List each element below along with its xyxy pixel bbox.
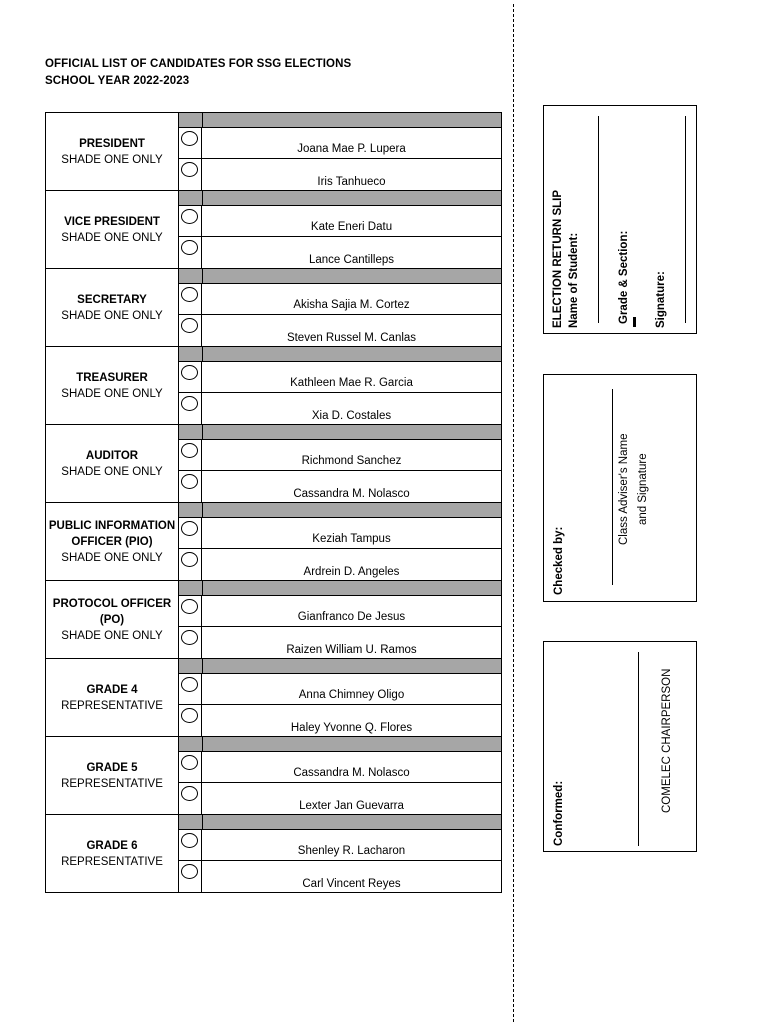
section-divider — [46, 346, 501, 347]
conformed-label: Conformed: — [553, 780, 565, 846]
candidate-name: Xia D. Costales — [311, 410, 392, 422]
vote-oval[interactable] — [181, 755, 198, 770]
position-subtitle: SHADE ONE ONLY — [61, 388, 163, 400]
checked-by-label: Checked by: — [553, 526, 565, 595]
cut-line — [513, 4, 514, 1022]
position-subtitle: SHADE ONE ONLY — [61, 154, 163, 166]
section-header-bar — [179, 503, 501, 518]
candidate-name: Raizen William U. Ramos — [286, 644, 417, 656]
position-section-9 — [46, 737, 501, 815]
position-section-4 — [46, 347, 501, 425]
vote-oval[interactable] — [181, 630, 198, 645]
position-label — [46, 737, 179, 815]
candidate-row[interactable] — [179, 705, 501, 737]
section-divider — [46, 580, 501, 581]
vote-oval[interactable] — [181, 209, 198, 224]
position-subtitle: REPRESENTATIVE — [61, 700, 163, 712]
section-divider — [46, 190, 501, 191]
position-subtitle: REPRESENTATIVE — [61, 856, 163, 868]
candidate-row[interactable] — [179, 206, 501, 237]
position-title: GRADE 6 — [86, 840, 138, 852]
position-section-6 — [46, 503, 501, 581]
position-label — [46, 425, 179, 503]
section-divider — [46, 268, 501, 269]
vote-oval[interactable] — [181, 708, 198, 723]
position-section-5 — [46, 425, 501, 503]
position-title: GRADE 5 — [86, 762, 138, 774]
candidate-name: Kathleen Mae R. Garcia — [290, 377, 413, 389]
candidate-row[interactable] — [179, 627, 501, 659]
vote-oval[interactable] — [181, 443, 198, 458]
section-divider — [46, 736, 501, 737]
name-of-student-label: Name of Student: — [568, 232, 580, 328]
candidate-name: Ardrein D. Angeles — [303, 566, 400, 578]
candidate-name: Gianfranco De Jesus — [297, 611, 406, 623]
position-title: SECRETARY — [77, 294, 147, 306]
adviser-name-label: Class Adviser's Name — [618, 433, 630, 545]
comelec-chairperson-label: COMELEC CHAIRPERSON — [661, 668, 673, 813]
position-section-2 — [46, 191, 501, 269]
section-divider — [46, 502, 501, 503]
grade-line — [633, 317, 636, 327]
candidate-name: Kate Eneri Datu — [310, 221, 393, 233]
candidate-name: Lexter Jan Guevarra — [299, 800, 404, 812]
position-label — [46, 269, 179, 347]
vote-oval[interactable] — [181, 396, 198, 411]
vote-oval[interactable] — [181, 287, 198, 302]
position-subtitle: SHADE ONE ONLY — [61, 630, 163, 642]
candidate-row[interactable] — [179, 393, 501, 425]
signature-label: Signature: — [655, 271, 667, 328]
position-subtitle: REPRESENTATIVE — [61, 778, 163, 790]
section-header-bar — [179, 347, 501, 362]
candidate-row[interactable] — [179, 596, 501, 627]
adviser-line — [612, 389, 613, 585]
candidate-name: Cassandra M. Nolasco — [293, 767, 410, 779]
section-header-bar — [179, 191, 501, 206]
candidate-name: Keziah Tampus — [312, 533, 391, 545]
position-label — [46, 113, 179, 191]
ballot-table — [45, 112, 502, 893]
candidate-name: Carl Vincent Reyes — [302, 878, 401, 890]
position-subtitle: SHADE ONE ONLY — [61, 310, 163, 322]
candidate-row[interactable] — [179, 752, 501, 783]
section-header-bar — [179, 659, 501, 674]
vote-oval[interactable] — [181, 786, 198, 801]
ballot-header — [45, 56, 351, 90]
candidate-name: Anna Chimney Oligo — [298, 689, 405, 701]
vote-oval[interactable] — [181, 521, 198, 536]
vote-oval[interactable] — [181, 833, 198, 848]
section-divider — [46, 658, 501, 659]
section-header-bar — [179, 737, 501, 752]
election-return-slip — [543, 105, 697, 334]
position-label — [46, 659, 179, 737]
ballot-title: OFFICIAL LIST OF CANDIDATES FOR SSG ELECTIONS — [45, 58, 352, 70]
candidate-name: Cassandra M. Nolasco — [293, 488, 410, 500]
position-subtitle: SHADE ONE ONLY — [61, 232, 163, 244]
vote-oval[interactable] — [181, 318, 198, 333]
section-header-bar — [179, 113, 501, 128]
candidate-name: Akisha Sajia M. Cortez — [293, 299, 410, 311]
name-line — [598, 116, 599, 323]
vote-oval[interactable] — [181, 677, 198, 692]
position-section-1 — [46, 113, 501, 191]
candidate-row[interactable] — [179, 128, 501, 159]
candidate-name: Joana Mae P. Lupera — [297, 143, 406, 155]
position-title: PRESIDENT — [79, 138, 145, 150]
position-title: PROTOCOL OFFICER (PO) — [52, 598, 172, 626]
position-label — [46, 503, 179, 581]
candidate-row[interactable] — [179, 237, 501, 269]
candidate-row[interactable] — [179, 861, 501, 893]
section-header-bar — [179, 425, 501, 440]
candidate-row[interactable] — [179, 159, 501, 191]
signature-line — [685, 116, 686, 323]
position-section-8 — [46, 659, 501, 737]
checked-by-box — [543, 374, 697, 602]
return-slip-title: ELECTION RETURN SLIP — [552, 189, 564, 328]
section-divider — [46, 424, 501, 425]
section-header-bar — [179, 581, 501, 596]
vote-oval[interactable] — [181, 864, 198, 879]
position-title: PUBLIC INFORMATION OFFICER (PIO) — [48, 520, 176, 548]
position-title: TREASURER — [76, 372, 148, 384]
school-year: SCHOOL YEAR 2022-2023 — [45, 75, 190, 87]
vote-oval[interactable] — [181, 131, 198, 146]
vote-oval[interactable] — [181, 599, 198, 614]
chairperson-line — [638, 652, 639, 846]
position-title: VICE PRESIDENT — [64, 216, 160, 228]
conformed-box — [543, 641, 697, 852]
adviser-signature-label: and Signature — [637, 453, 649, 525]
grade-section-label: Grade & Section: — [618, 230, 630, 324]
position-label — [46, 815, 179, 893]
candidate-name: Steven Russel M. Canlas — [286, 332, 417, 344]
vote-oval[interactable] — [181, 552, 198, 567]
candidate-row[interactable] — [179, 549, 501, 581]
candidate-row[interactable] — [179, 362, 501, 393]
candidate-row[interactable] — [179, 284, 501, 315]
candidate-name: Richmond Sanchez — [301, 455, 402, 467]
position-subtitle: SHADE ONE ONLY — [61, 552, 163, 564]
candidate-row[interactable] — [179, 471, 501, 503]
position-section-10 — [46, 815, 501, 893]
candidate-row[interactable] — [179, 783, 501, 815]
vote-oval[interactable] — [181, 240, 198, 255]
candidate-row[interactable] — [179, 830, 501, 861]
position-title: AUDITOR — [85, 450, 139, 462]
vote-oval[interactable] — [181, 162, 198, 177]
position-section-3 — [46, 269, 501, 347]
section-header-bar — [179, 269, 501, 284]
candidate-row[interactable] — [179, 440, 501, 471]
candidate-name: Shenley R. Lacharon — [297, 845, 406, 857]
candidate-row[interactable] — [179, 518, 501, 549]
candidate-row[interactable] — [179, 674, 501, 705]
candidate-row[interactable] — [179, 315, 501, 347]
position-label — [46, 347, 179, 425]
position-section-7 — [46, 581, 501, 659]
position-subtitle: SHADE ONE ONLY — [61, 466, 163, 478]
vote-oval[interactable] — [181, 474, 198, 489]
vote-oval[interactable] — [181, 365, 198, 380]
candidate-name: Haley Yvonne Q. Flores — [290, 722, 413, 734]
candidate-name: Iris Tanhueco — [317, 176, 386, 188]
position-label — [46, 581, 179, 659]
position-title: GRADE 4 — [86, 684, 138, 696]
section-header-bar — [179, 815, 501, 830]
section-divider — [46, 814, 501, 815]
position-label — [46, 191, 179, 269]
candidate-name: Lance Cantilleps — [308, 254, 395, 266]
